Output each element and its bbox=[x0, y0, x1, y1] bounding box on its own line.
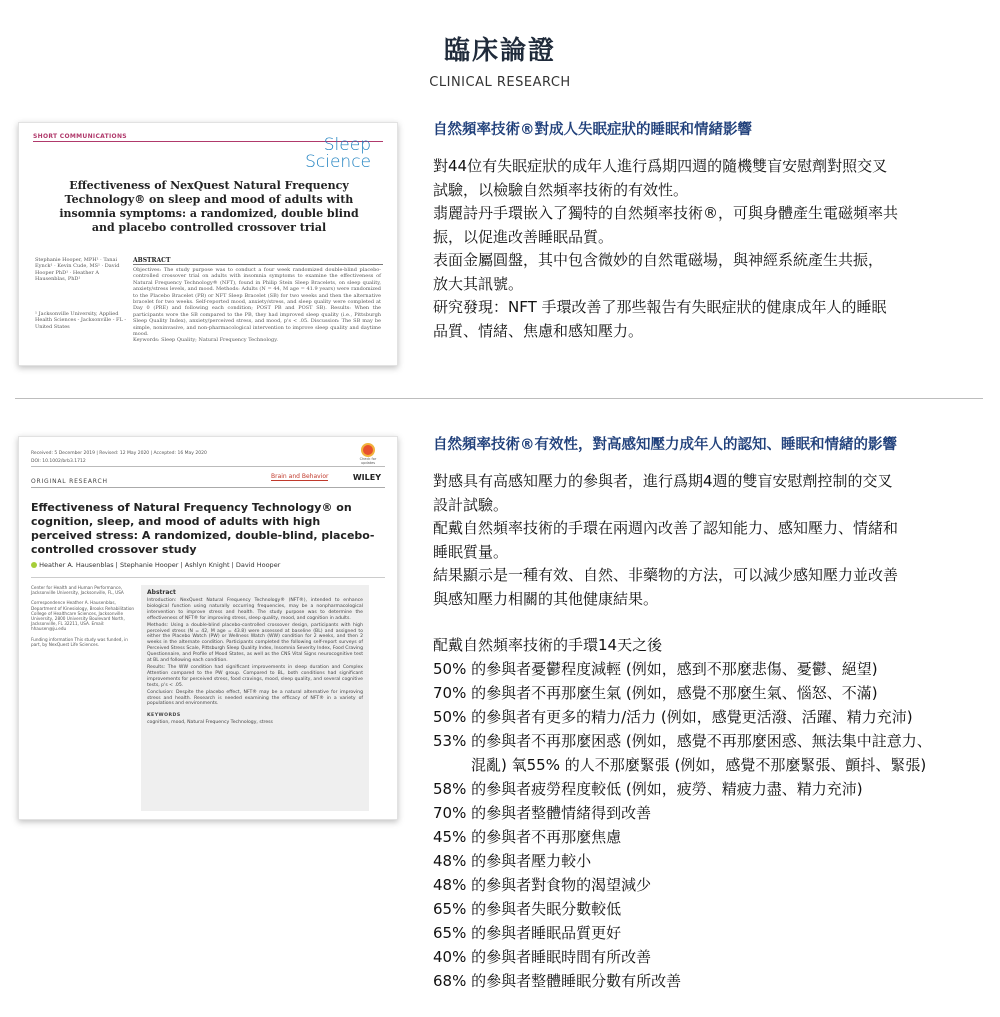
result-item: 45% 的參與者不再那麼焦慮 bbox=[433, 828, 622, 846]
abstract-keywords: Keywords: Sleep Quality; Natural Frequency Technology. bbox=[133, 337, 278, 344]
result-item: 50% 的參與者憂鬱程度減輕 (例如，感到不那麼悲傷、憂鬱、絕望) bbox=[433, 660, 878, 678]
abstract-conclusion: Conclusion: Despite the placebo effect, NFT® may be a natural alternative for improving stress and health. Research is needed examining the efficacy of NFT® in a variety of populations and environments. bbox=[147, 689, 363, 707]
results-intro: 配戴自然頻率技術的手環14天之後 bbox=[433, 636, 663, 654]
publisher-logo: WILEY bbox=[352, 473, 381, 482]
section-insomnia-study bbox=[433, 120, 993, 343]
journal-name: Brain and Behavior bbox=[271, 473, 329, 480]
keywords-list: cognition, mood, Natural Frequency Technology, stress bbox=[147, 720, 273, 726]
section-description: 對44位有失眠症狀的成年人進行爲期四週的隨機雙盲安慰劑對照交叉 試驗，以檢驗自然頻率技術的有效性。 翡麗詩丹手環嵌入了獨特的自然頻率技術®，可與身體產生電磁頻率共 振，以促進改善睡眠品質。 表面金屬圓盤，其中包含微妙的自然電磁場，與神經系統產生共振， 放大其訊號。 研究發現：NFT 手環改善了那些報告有失眠症狀的健康成年人的睡眠 品質、情緒、焦慮和感知壓力。 bbox=[433, 157, 899, 340]
abstract-methods: Methods: Using a double-blind placebo-controlled crossover design, participants with high perceived stress (N = 42, M age = 43.8) were assessed at baseline (BL) and assigned to either the Placebo Watch (PW) or Wellness Watch (WW) condition for 2 weeks, and then 2 weeks in the alternate condition. Participants completed the following self-report surveys of Perceived Stress Scale, Pittsburgh Sleep Quality Index, Insomnia Severity Index, Food Craving Questionnaire, and Profile of Mood States, as well as the CNS Vital Signs neurocognitive test at BL and following each condition. bbox=[147, 622, 363, 664]
paper-affiliation: ¹ Jacksonville University, Applied Health Sciences - Jacksonville - FL - United States bbox=[35, 311, 127, 330]
page-header bbox=[0, 30, 1000, 90]
paper-rule bbox=[31, 466, 385, 467]
paper-thumbnail-sleep-science bbox=[18, 122, 398, 366]
result-item: 40% 的參與者睡眠時間有所改善 bbox=[433, 948, 652, 966]
paper-sidebar bbox=[31, 585, 136, 652]
article-type: ORIGINAL RESEARCH bbox=[31, 478, 108, 485]
abstract-introduction: Introduction: NexQuest Natural Frequency Technology® (NFT®), intended to enhance biological function using naturally occurring frequencies, may be a nonpharmacological intervention to improve stress and health. The study purpose was to determine the effectiveness of NFT® for improving stress, sleep quality, mood, and cognition in adults. bbox=[147, 598, 363, 621]
keywords-heading: KEYWORDS bbox=[147, 713, 181, 719]
result-item: 65% 的參與者睡眠品質更好 bbox=[433, 924, 622, 942]
result-item: 65% 的參與者失眠分數較低 bbox=[433, 900, 622, 918]
abstract-rule bbox=[133, 264, 383, 265]
result-item: 48% 的參與者對食物的渴望減少 bbox=[433, 876, 652, 894]
paper-rule bbox=[31, 487, 385, 488]
result-item: 68% 的參與者整體睡眠分數有所改善 bbox=[433, 972, 682, 990]
paper-funding: Funding information This study was funded, in part, by NexQuest Life Sciences. bbox=[31, 636, 128, 647]
paper-authors: Stephanie Hooper, MPH¹ · Tanai Eynck¹ · Kevin Cude, MS¹ · David Hooper PhD¹ · Heather A Hausenblas, PhD¹ bbox=[35, 257, 120, 283]
journal-logo: Sleep Science bbox=[305, 135, 371, 172]
abstract-box bbox=[141, 585, 369, 811]
paper-thumbnail-brain-behavior bbox=[18, 436, 398, 820]
abstract-heading: Abstract bbox=[147, 589, 176, 596]
result-item: 50% 的參與者有更多的精力/活力 (例如，感覺更活潑、活躍、精力充沛) bbox=[433, 708, 913, 726]
section-divider bbox=[15, 398, 983, 399]
abstract-body bbox=[133, 267, 381, 344]
result-item: 48% 的參與者壓力較小 bbox=[433, 852, 592, 870]
check-updates-badge: Check for updates bbox=[357, 443, 379, 465]
paper-dates: Received: 5 December 2019 | Revised: 12 May 2020 | Accepted: 16 May 2020 bbox=[31, 451, 207, 456]
paper-title: Effectiveness of Natural Frequency Technology® on cognition, sleep, and mood of adults with high perceived stress: A randomized, double-blind, placebo-controlled crossover study bbox=[31, 501, 375, 556]
paper-rule bbox=[31, 577, 385, 578]
page-subtitle: CLINICAL RESEARCH bbox=[429, 75, 571, 90]
abstract-results: Results: The WW condition had significant improvements in sleep duration and Complex Attention compared to the PW group. Compared to BL, both conditions had significant improvements for perceived stress, food cravings, mood, sleep quality, and several cognitive tests, p's < .05. bbox=[147, 664, 363, 688]
result-item: 53% 的參與者不再那麼困惑 (例如，感覺不再那麼困惑、無法集中註意力、 bbox=[433, 732, 932, 750]
abstract-text: Objectives: The study purpose was to conduct a four week randomized double-blind placebo-controlled crossover trial on adults with insomnia symptoms to examine the effectiveness of Natural Frequency Technology® (NFT), found in Philip Stein Sleep Bracelets, on sleep quality, anxiety/stress levels, and mood. Methods: Adults (N = 44, M age = 41.9 years) were randomized to the Placebo Bracelet (PB) or NFT Sleep Bracelet (SB) for two weeks and then the alternative bracelet for two weeks. Self-reported mood, anxiety/stress, and sleep quality were completed at Day 0 (PRE) and following each condition; POST PB and POST SB). Results: When the participants wore the SB compared to the PB, they had improved sleep quality (i.e., Pittsburgh Sleep Quality Index), anxiety/perceived stress, and mood, p's < .05. Discussion: The SB may be simple, noninvasive, and non-pharmacological intervention to improve sleep quality and daytime mood. bbox=[133, 267, 381, 338]
section-title: 自然頻率技術®對成人失眠症狀的睡眠和情緒影響 bbox=[433, 122, 752, 138]
section-stress-study bbox=[433, 435, 993, 993]
paper-section-tag: SHORT COMMUNICATIONS bbox=[33, 133, 127, 140]
paper-affiliation: Center for Health and Human Performance, Jacksonville University, Jacksonville, FL, USA bbox=[31, 585, 124, 596]
result-item: 混亂) 氧55% 的人不那麼緊張 (例如，感覺不那麼緊張、顫抖、緊張) bbox=[471, 756, 927, 774]
section-title: 自然頻率技術®有效性，對高感知壓力成年人的認知、睡眠和情緒的影響 bbox=[433, 437, 897, 453]
result-item: 58% 的參與者疲勞程度較低 (例如，疲勞、精疲力盡、精力充沛) bbox=[433, 780, 863, 798]
section-description: 對感具有高感知壓力的參與者，進行爲期4週的雙盲安慰劑控制的交叉 設計試驗。 配戴自然頻率技術的手環在兩週內改善了認知能力、感知壓力、情緒和 睡眠質量。 結果顯示是一種有效、自然、非藥物的方法，可以減少感知壓力並改善 與感知壓力相關的其他健康結果。 bbox=[433, 472, 899, 608]
paper-authors: Heather A. Hausenblas | Stephanie Hooper | Ashlyn Knight | David Hooper bbox=[31, 561, 280, 569]
page-title: 臨床論證 bbox=[443, 36, 556, 66]
paper-correspondence: Correspondence Heather A. Hausenblas, Department of Kinesiology, Brooks Rehabilitation College of Healthcare Sciences, Jacksonville University, 2800 University Boulevard North, Jacksonville, FL 32211, USA. Email: hhausen@ju.edu bbox=[31, 600, 135, 632]
result-item: 70% 的參與者不再那麼生氣 (例如，感覺不那麼生氣、惱怒、不滿) bbox=[433, 684, 878, 702]
orcid-icon bbox=[31, 562, 37, 568]
result-item: 70% 的參與者整體情緒得到改善 bbox=[433, 804, 652, 822]
check-updates-icon bbox=[361, 443, 375, 457]
results-list bbox=[433, 633, 993, 993]
abstract-body bbox=[147, 598, 363, 726]
paper-doi: DOI: 10.1002/brb3.1712 bbox=[31, 459, 86, 464]
abstract-heading: ABSTRACT bbox=[133, 257, 171, 264]
paper-title: Effectiveness of NexQuest Natural Frequency Technology® on sleep and mood of adults with insomnia symptoms: a randomized, double blind and placebo controlled crossover trial bbox=[59, 179, 359, 234]
